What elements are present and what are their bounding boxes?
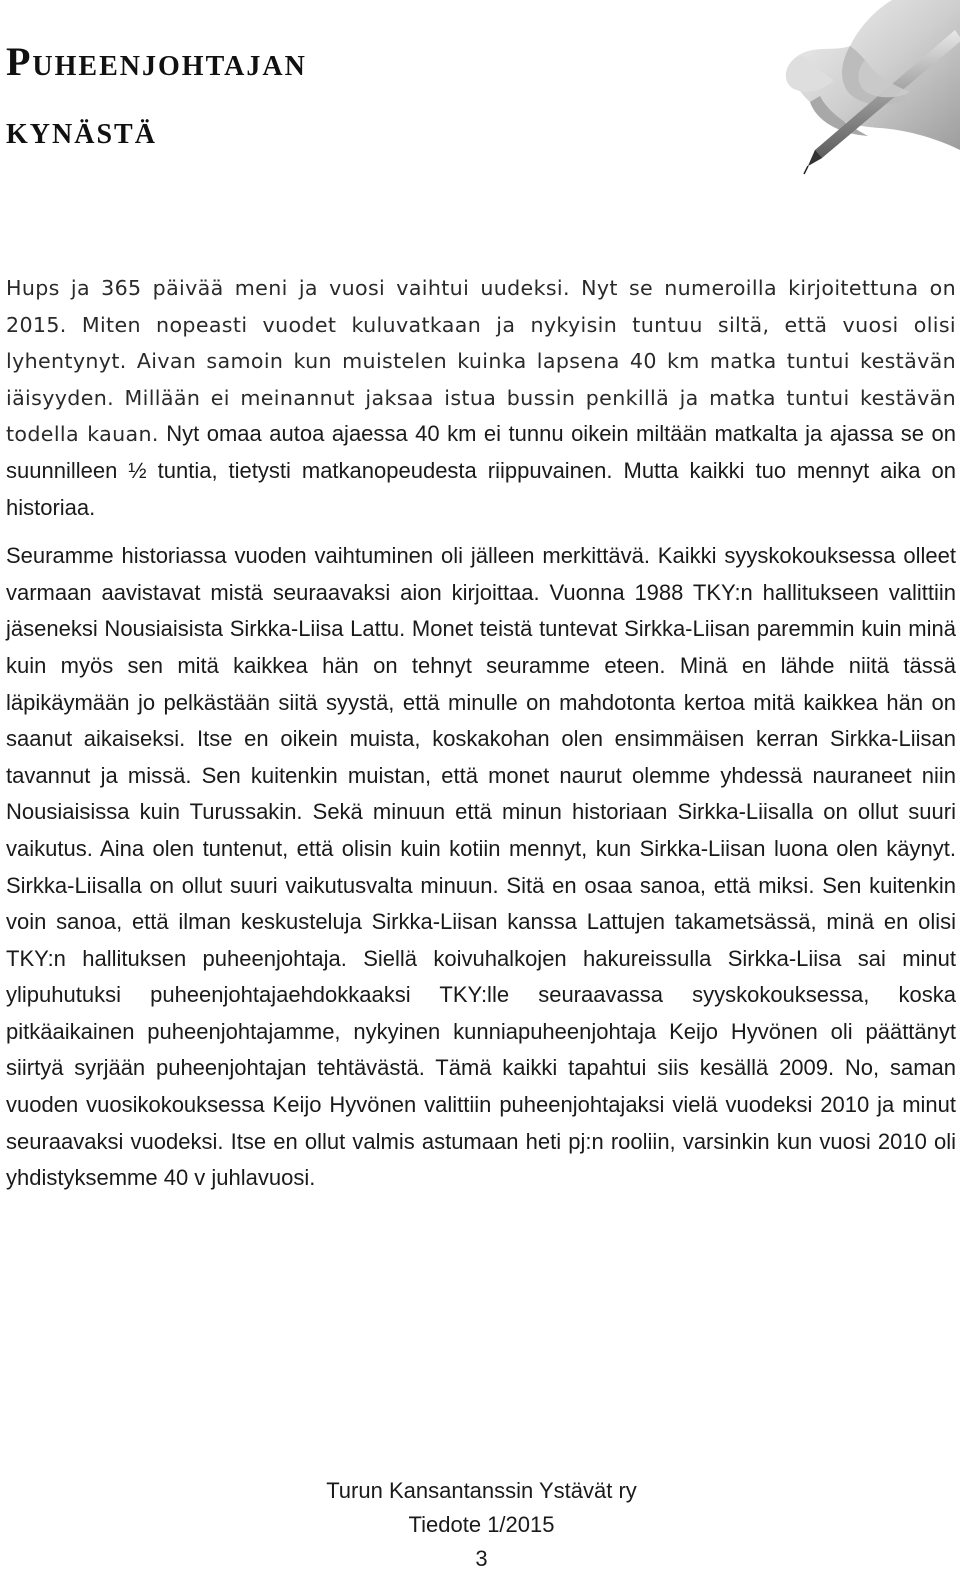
page-footer [0, 1474, 960, 1576]
footer-issue: Tiedote 1/2015 [408, 1512, 555, 1537]
page-title-line-1: Puheenjohtajan [6, 39, 307, 84]
page-title-line-2: kynästä [6, 107, 157, 152]
footer-organization: Turun Kansantanssin Ystävät ry [326, 1478, 637, 1503]
article-paragraph-2: Seuramme historiassa vuoden vaihtuminen oli jälleen merkittävä. Kaikki syyskokouksessa olleet varmaan aavistavat mistä seuraavaksi aion kirjoittaa. Vuonna 1988 TKY:n hallitukseen valittiin jäseneksi Nousiaisista Sirkka-Liisa Lattu. Monet teistä tuntevat Sirkka-Liisan paremmin kuin minä kuin myös sen mitä kaikkea hän on tehnyt seuramme eteen. Minä en lähde niitä tässä läpikäymään jo pelkästään siitä syystä, että minulle on mahdotonta kertoa mitä kaikkea hän on saanut aikaiseksi. Itse en oikein muista, koskakohan olen ensimmäisen kerran Sirkka-Liisan tavannut ja missä. Sen kuitenkin muistan, että monet naurut olemme yhdessä nauraneet niin Nousiaisissa kuin Turussakin. Sekä minuun että minun historiaan Sirkka-Liisalla on ollut suuri vaikutus. Aina olen tuntenut, että olisin kuin kotiin mennyt, kun Sirkka-Liisan luona olen käynyt. Sirkka-Liisalla on ollut suuri vaikutusvalta minuun. Sitä en osaa sanoa, että miksi. Sen kuitenkin voin sanoa, että ilman keskusteluja Sirkka-Liisan kanssa Lattujen takametsässä, minä en olisi TKY:n hallituksen puheenjohtaja. Siellä koivuhalkojen hakureissulla Sirkka-Liisa sai minut ylipuhutuksi puheenjohtajaehdokkaaksi TKY:lle seuraavassa syyskokouksessa, koska pitkäaikainen puheenjohtajamme, nykyinen kunniapuheenjohtaja Keijo Hyvönen oli päättänyt siirtyä syrjään puheenjohtajan tehtävästä. Tämä kaikki tapahtui siis kesällä 2009. No, saman vuoden vuosikokouksessa Keijo Hyvönen valittiin puheenjohtajaksi vielä vuodeksi 2010 ja minut seuraavaksi vuodeksi. Itse en ollut valmis astumaan heti pj:n rooliin, varsinkin kun vuosi 2010 oli yhdistyksemme 40 v juhlavuosi. [6, 543, 956, 1191]
page-title [6, 28, 307, 164]
article-body [6, 270, 956, 1197]
article-paragraph-1-rest: Nyt omaa autoa ajaessa 40 km ei tunnu oikein miltään matkalta ja ajassa se on suunnilleen ½ tuntia, tietysti matkanopeudesta riippuvainen. Mutta kaikki tuo mennyt aika on historiaa. [6, 421, 956, 520]
footer-page-number: 3 [475, 1546, 488, 1571]
hand-holding-pen-icon [610, 0, 960, 215]
article-intro-text: Hups ja 365 päivää meni ja vuosi vaihtui uudeksi. Nyt se numeroilla kirjoitettuna on 2015. Miten nopeasti vuodet kuluvatkaan ja nykyisin tuntuu siltä, että vuosi olisi lyhentynyt. Aivan samoin kun muistelen kuinka lapsena 40 km matka tuntui kestävän iäisyyden. Millään ei meinannut jaksaa istua bussin penkillä ja matka tuntui kestävän todella kauan. [6, 276, 956, 447]
article-paragraph-1 [6, 270, 956, 526]
